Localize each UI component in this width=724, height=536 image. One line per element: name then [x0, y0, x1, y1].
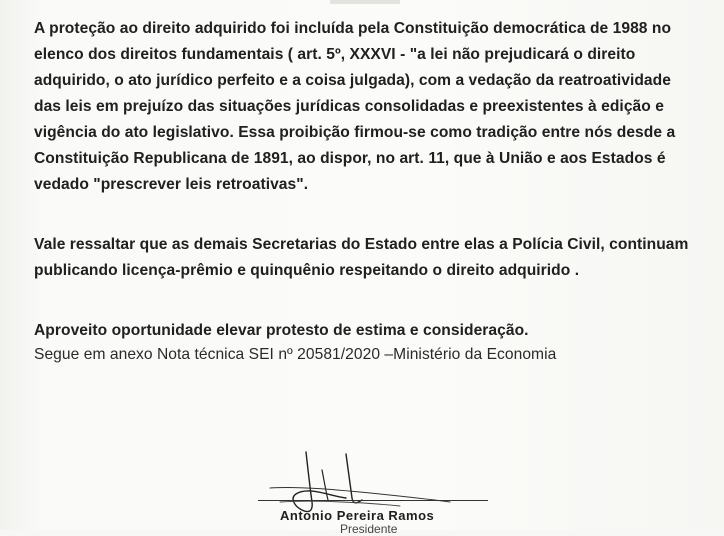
text-line: elenco dos direitos fundamentais ( art. 5º, XXXVI - "a lei não prejudicará o direito [34, 46, 636, 63]
attachment-note: Segue em anexo Nota técnica SEI nº 20581/2020 –Ministério da Economia [34, 346, 557, 363]
signatory-title: Presidente [340, 522, 398, 536]
signatory-name: Antonio Pereira Ramos [280, 508, 435, 523]
signature-line [258, 500, 488, 501]
text-line: das leis em prejuízo das situações jurídicas consolidadas e preexistentes à edição e [34, 98, 664, 115]
text-line: publicando licença-prêmio e quinquênio respeitando o direito adquirido . [34, 262, 580, 279]
text-line: vedado "prescrever leis retroativas". [34, 176, 309, 193]
text-line: adquirido, o ato jurídico perfeito e a coisa julgada), com a vedação da reatroatividade [34, 72, 671, 89]
text-line: A proteção ao direito adquirido foi incluída pela Constituição democrática de 1988 no [34, 20, 672, 37]
scan-artifact [330, 0, 400, 4]
text-line: Vale ressaltar que as demais Secretarias do Estado entre elas a Polícia Civil, continuam [34, 236, 689, 253]
text-line: vigência do ato legislativo. Essa proibição firmou-se como tradição entre nós desde a [34, 124, 676, 141]
text-line: Constituição Republicana de 1891, ao dispor, no art. 11, que à União e aos Estados é [34, 150, 666, 167]
closing-sentence: Aproveito oportunidade elevar protesto de estima e consideração. [34, 322, 529, 339]
